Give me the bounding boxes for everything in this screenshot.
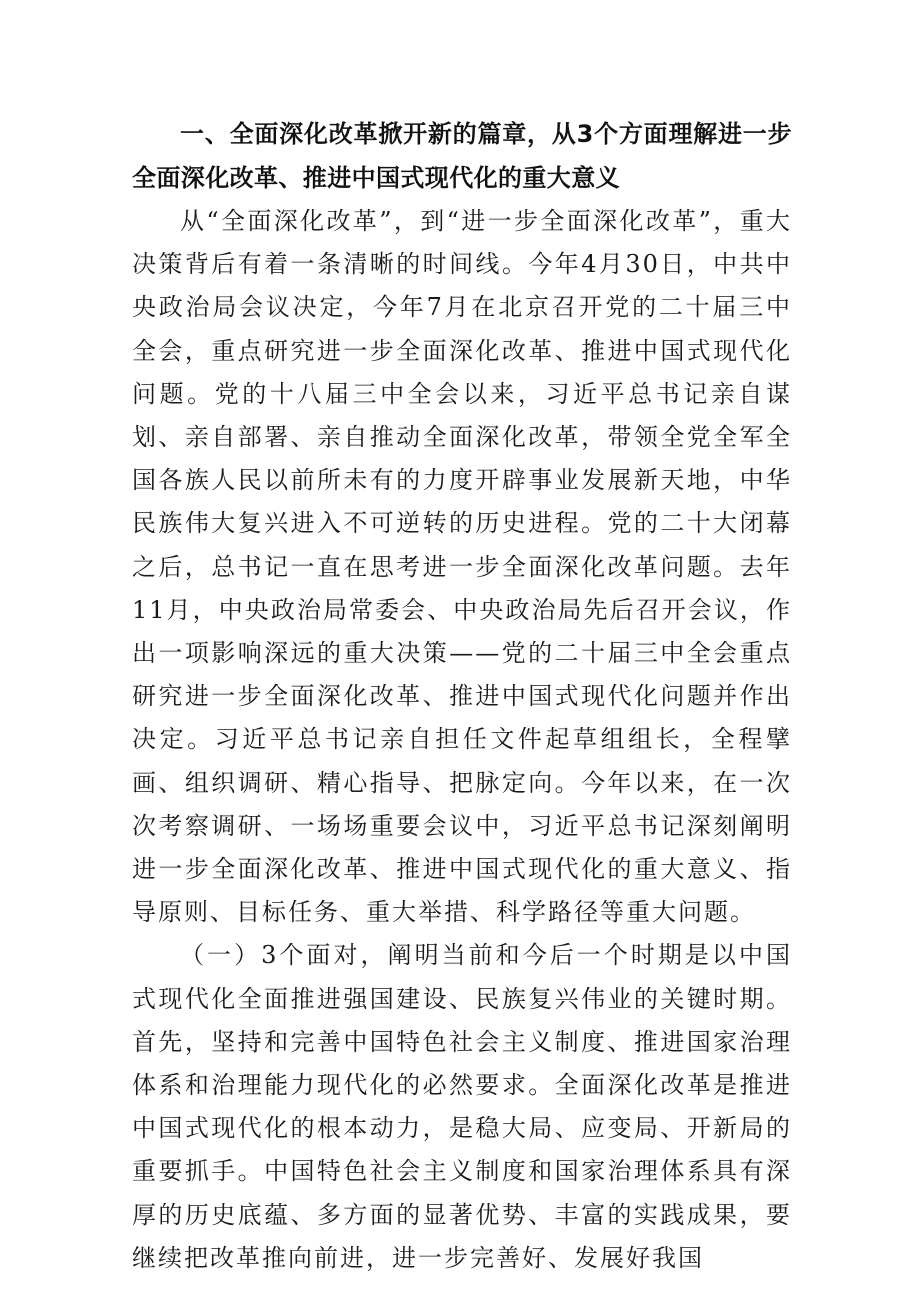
paragraph-timeline: 从“全面深化改革”，到“进一步全面深化改革”，重大决策背后有着一条清晰的时间线。今年4月30日，中共中央政治局会议决定，今年7月在北京召开党的二十届三中全会，重点研究进一步全面深化改革、推进中国式现代化问题。党的十八届三中全会以来，习近平总书记亲自谋划、亲自部署、亲自推动全面深化改革，带领全党全军全国各族人民以前所未有的力度开辟事业发展新天地，中华民族伟大复兴进入不可逆转的历史进程。党的二十大闭幕之后，总书记一直在思考进一步全面深化改革问题。去年11月，中央政治局常委会、中央政治局先后召开会议，作出一项影响深远的重大决策——党的二十届三中全会重点研究进一步全面深化改革、推进中国式现代化问题并作出决定。习近平总书记亲自担任文件起草组组长，全程擘画、组织调研、精心指导、把脉定向。今年以来，在一次次考察调研、一场场重要会议中，习近平总书记深刻阐明进一步全面深化改革、推进中国式现代化的重大意义、指导原则、目标任务、重大举措、科学路径等重大问题。 bbox=[132, 207, 792, 927]
paragraph-three-aspects: （一）3个面对，阐明当前和今后一个时期是以中国式现代化全面推进强国建设、民族复兴伟业的关键时期。首先，坚持和完善中国特色社会主义制度、推进国家治理体系和治理能力现代化的必然要求。全面深化改革是推进中国式现代化的根本动力，是稳大局、应变局、开新局的重要抓手。中国特色社会主义制度和国家治理体系具有深厚的历史底蕴、多方面的显著优势、丰富的实践成果，要继续把改革推向前进，进一步完善好、发展好我国 bbox=[132, 941, 792, 1272]
document-body bbox=[132, 112, 792, 1280]
section-heading: 一、全面深化改革掀开新的篇章，从3个方面理解进一步全面深化改革、推进中国式现代化的重大意义 bbox=[132, 120, 792, 192]
